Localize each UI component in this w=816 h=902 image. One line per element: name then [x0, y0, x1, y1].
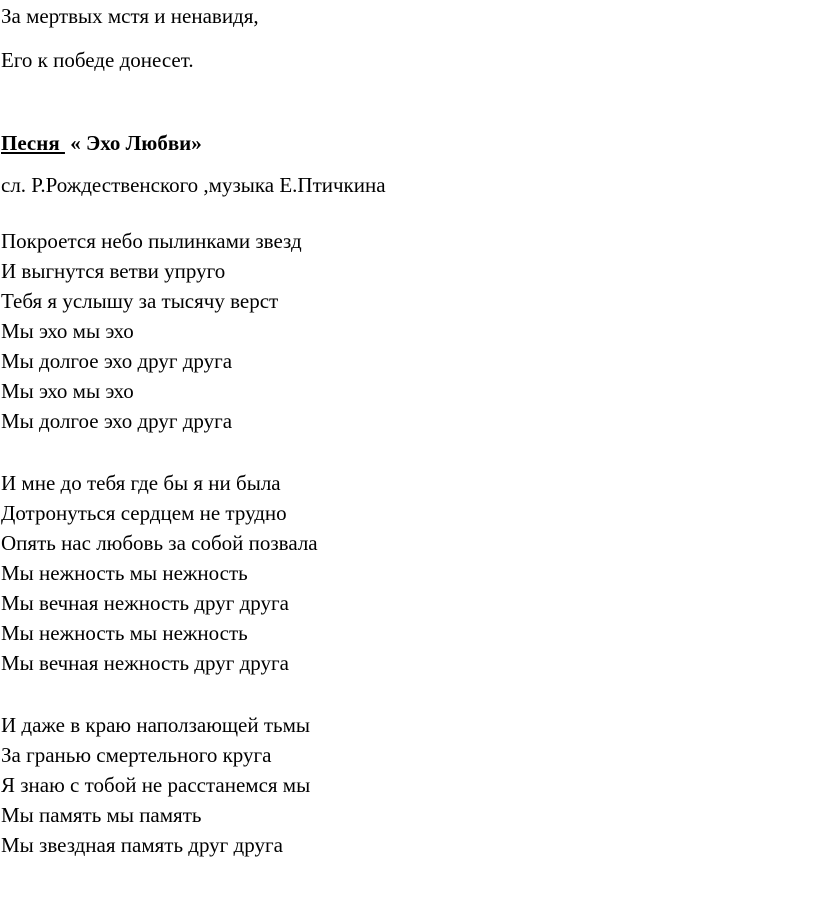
verse-line: Мы долгое эхо друг друга	[1, 349, 233, 373]
song-heading	[1, 131, 202, 155]
song-credits: сл. Р.Рождественского ,музыка Е.Птичкина	[1, 173, 386, 197]
song-label: Песня	[1, 131, 65, 155]
verse-line: И мне до тебя где бы я ни была	[1, 471, 281, 495]
verse-line: Мы нежность мы нежность	[1, 621, 248, 645]
verse-line: Опять нас любовь за собой позвала	[1, 531, 318, 555]
verse-line: Мы звездная память друг друга	[1, 833, 283, 857]
song-title: « Эхо Любви»	[64, 131, 202, 155]
verse-line: Мы вечная нежность друг друга	[1, 651, 289, 675]
verse-line: Тебя я услышу за тысячу верст	[1, 289, 279, 313]
verse-line: Мы эхо мы эхо	[1, 319, 134, 343]
intro-line: Его к победе донесет.	[1, 48, 194, 72]
verse-line: И выгнутся ветви упруго	[1, 259, 226, 283]
verse-line: И даже в краю наползающей тьмы	[1, 713, 311, 737]
verse-line: Мы память мы память	[1, 803, 202, 827]
verse-line: Дотронуться сердцем не трудно	[1, 501, 287, 525]
intro-line: За мертвых мстя и ненавидя,	[1, 4, 259, 28]
verse-line: Покроется небо пылинками звезд	[1, 229, 302, 253]
verse-line: Мы эхо мы эхо	[1, 379, 134, 403]
verse-line: Мы вечная нежность друг друга	[1, 591, 289, 615]
verse-line: Я знаю с тобой не расстанемся мы	[1, 773, 311, 797]
verse-line: Мы долгое эхо друг друга	[1, 409, 233, 433]
verse-line: Мы нежность мы нежность	[1, 561, 248, 585]
verse-line: За гранью смертельного круга	[1, 743, 272, 767]
